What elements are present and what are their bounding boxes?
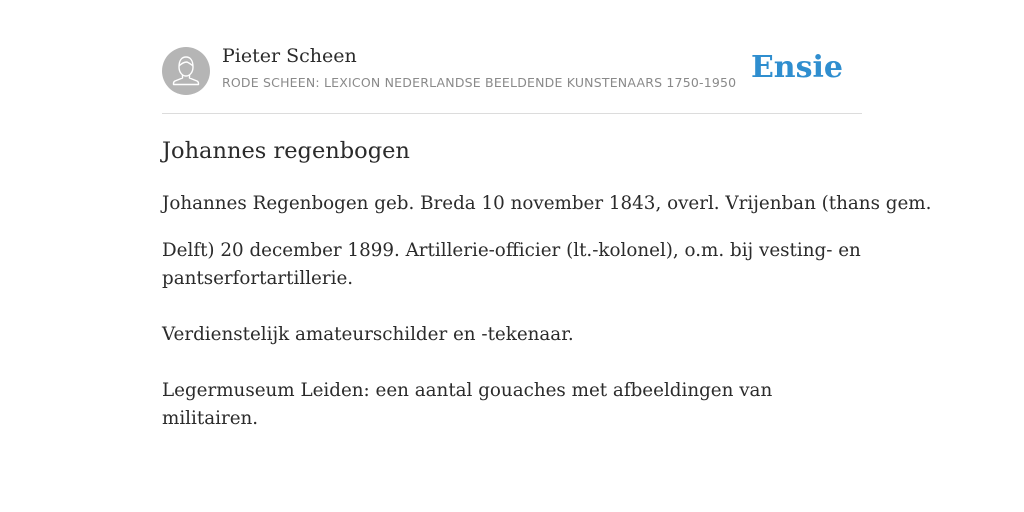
- ensie-logo[interactable]: Ensie: [750, 50, 843, 85]
- article-card: [162, 0, 932, 429]
- article-header: [162, 0, 862, 114]
- avatar[interactable]: [162, 47, 210, 95]
- paragraph-3: Verdienstelijk amateurschilder en -tekenaar.: [162, 324, 574, 345]
- source-label[interactable]: RODE SCHEEN: LEXICON NEDERLANDSE BEELDENDE KUNSTENAARS 1750-1950: [222, 75, 737, 90]
- author-name[interactable]: Pieter Scheen: [222, 45, 357, 67]
- paragraph-1: Johannes Regenbogen geb. Breda 10 november 1843, overl. Vrijenban (thans gem.: [162, 193, 932, 214]
- user-silhouette-icon: [162, 47, 210, 95]
- paragraph-2: Delft) 20 december 1899. Artillerie-officier (lt.-kolonel), o.m. bij vesting- en pantserfortartillerie.: [162, 240, 861, 289]
- paragraph-4: Legermuseum Leiden: een aantal gouaches met afbeeldingen van militairen.: [162, 380, 773, 429]
- page-title: Johannes regenbogen: [162, 138, 410, 164]
